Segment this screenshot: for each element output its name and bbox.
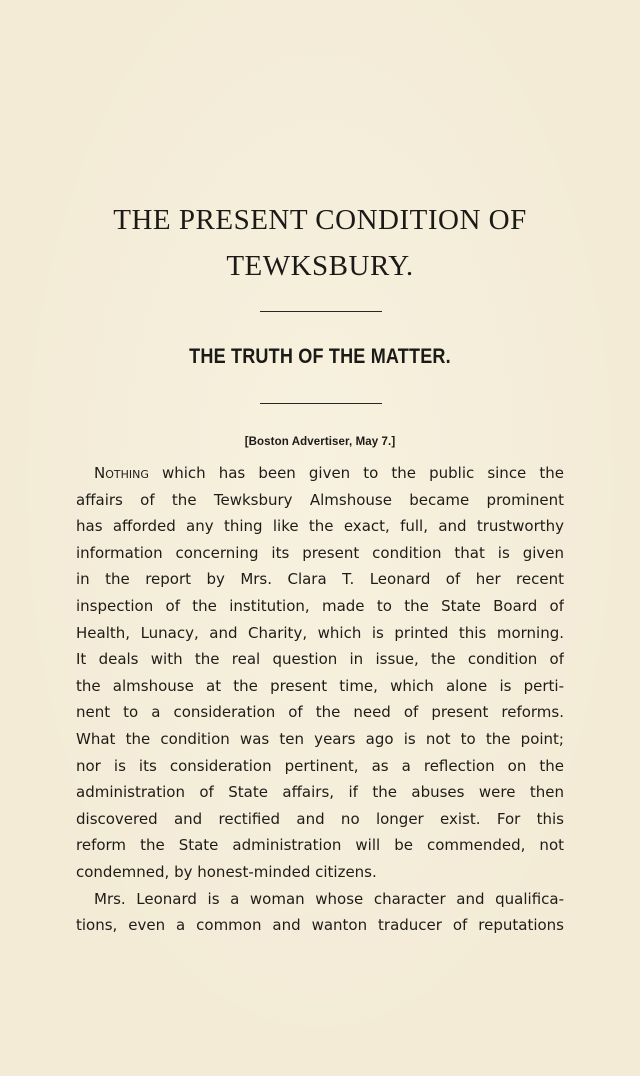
paragraph-2 — [76, 886, 564, 939]
body-line: administration of State affairs, if the abuses were then — [76, 783, 564, 802]
lead-rest: which has been given to the public since the — [148, 464, 564, 482]
divider-rule-top — [260, 311, 382, 312]
body-line: Health, Lunacy, and Charity, which is printed this morning. — [76, 623, 564, 642]
source-citation: [Boston Advertiser, May 7.] — [244, 436, 396, 448]
body-line: nor is its consideration pertinent, as a reflection on the — [76, 756, 564, 775]
body-line: condemned, by honest-minded citizens. — [76, 862, 377, 881]
paragraph-1 — [76, 460, 564, 886]
body-line: reform the State administration will be commended, not — [76, 836, 564, 855]
body-line: nent to a consideration of the need of present reforms. — [76, 703, 564, 722]
body-line: in the report by Mrs. Clara T. Leonard of her recent — [76, 570, 564, 589]
body-line: It deals with the real question in issue, the condition of — [76, 650, 564, 669]
body-line: the almshouse at the present time, which alone is perti- — [76, 676, 564, 695]
body-line: Mrs. Leonard is a woman whose character and qualifica- — [94, 889, 564, 908]
body-line: has afforded any thing like the exact, full, and trustworthy — [76, 517, 564, 536]
body-line: affairs of the Tewksbury Almshouse became prominent — [76, 490, 564, 509]
subtitle: THE TRUTH OF THE MATTER. — [189, 345, 451, 368]
lead-word: Nothing — [94, 464, 149, 482]
divider-rule-bottom — [260, 403, 382, 404]
body-line — [76, 460, 564, 487]
body-line: information concerning its present condition that is given — [76, 543, 564, 562]
article-body — [76, 460, 564, 939]
page-title-line-2: TEWKSBURY. — [226, 250, 414, 282]
body-line: tions, even a common and wanton traducer of reputations — [76, 916, 564, 935]
body-line: What the condition was ten years ago is not to the point; — [76, 729, 564, 748]
page-title-line-1: THE PRESENT CONDITION OF — [113, 204, 527, 236]
body-line: inspection of the institution, made to the State Board of — [76, 596, 564, 615]
body-line: discovered and rectified and no longer exist. For this — [76, 809, 564, 828]
